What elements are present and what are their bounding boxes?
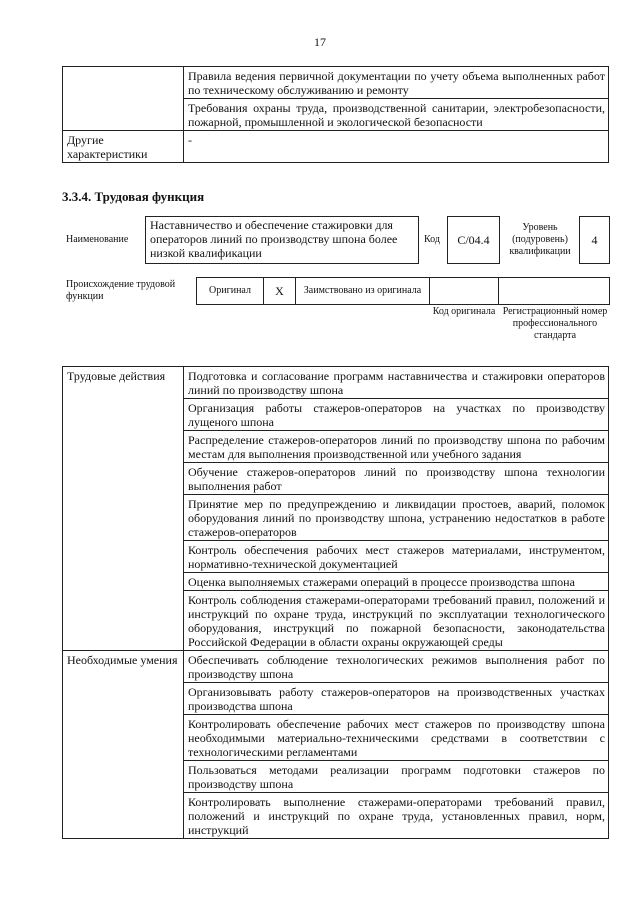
section-heading: 3.3.4. Трудовая функция [62, 189, 205, 204]
table-cell: Организовывать работу стажеров-операторов на производственных участках производства шпона [184, 683, 609, 715]
table-cell: Организация работы стажеров-операторов на участках по производству лущеного шпона [184, 399, 609, 431]
row-label: Другие характеристики [63, 131, 184, 163]
origin-label: Происхождение трудовой функции [66, 279, 176, 302]
table-cell: Обеспечивать соблюдение технологических режимов выполнения работ по производству шпона [184, 651, 609, 683]
name-label: Наименование [66, 234, 129, 245]
registration-number-cell [498, 277, 610, 305]
borrowed-cell: Заимствовано из оригинала [295, 277, 430, 305]
qualification-level: 4 [579, 216, 610, 264]
page-number: 17 [314, 35, 326, 49]
table-cell: Контролировать выполнение стажерами-операторами требований правил, положений и инструкций по охране труда, установленных правил, норм, инструкций [184, 793, 609, 839]
function-name: Наставничество и обеспечение стажировки для операторов линий по производству шпона более низкой квалификации [145, 216, 419, 264]
table-cell: Оценка выполняемых стажерами операций в процессе производства шпона [184, 573, 609, 591]
code-label: Код [424, 234, 440, 245]
table-cell: Принятие мер по предупреждению и ликвидации простоев, аварий, поломок оборудования линий по производству шпона, устранению недостатков в работе стажеров-операторов [184, 495, 609, 541]
original-code-caption: Код оригинала [432, 306, 496, 317]
table-row [63, 651, 609, 683]
table-cell: Обучение стажеров-операторов линий по производству шпона технологии выполнения работ [184, 463, 609, 495]
table-cell: Требования охраны труда, производственной санитарии, электробезопасности, пожарной, промышленной и экологической безопасности [184, 99, 609, 131]
original-code-cell [429, 277, 499, 305]
top-table [62, 66, 609, 163]
table-row [63, 67, 609, 99]
section-label: Трудовые действия [63, 367, 184, 651]
table-cell: Контроль соблюдения стажерами-операторами требований правил, положений и инструкций по охране труда, инструкций по эксплуатации технологического оборудования, инструкций по пожарной безопасности, законодательства Российской Федерации в области охраны окружающей среды [184, 591, 609, 651]
table-row [63, 131, 609, 163]
table-cell: Контроль обеспечения рабочих мест стажеров материалами, инструментом, нормативно-технической документацией [184, 541, 609, 573]
table-cell: Правила ведения первичной документации по учету объема выполненных работ по техническому обслуживанию и ремонту [184, 67, 609, 99]
function-code: C/04.4 [447, 216, 500, 264]
original-cell: Оригинал [196, 277, 264, 305]
table-cell: Пользоваться методами реализации программ подготовки стажеров по производству шпона [184, 761, 609, 793]
section-label: Необходимые умения [63, 651, 184, 839]
table-cell: Контролировать обеспечение рабочих мест стажеров по производству шпона необходимыми материально-техническими средствами в соответствии с технологическими регламентами [184, 715, 609, 761]
table-cell: Распределение стажеров-операторов линий по производству шпона по рабочим местам для выполнения производственной или учебного задания [184, 431, 609, 463]
table-cell: - [184, 131, 609, 163]
table-row [63, 367, 609, 399]
main-table [62, 366, 609, 839]
original-mark: X [263, 277, 296, 305]
row-label [63, 67, 184, 131]
table-cell: Подготовка и согласование программ наставничества и стажировки операторов линий по производству шпона [184, 367, 609, 399]
registration-number-caption: Регистрационный номер профессионального стандарта [502, 306, 608, 341]
level-label: Уровень (подуровень) квалификации [509, 222, 571, 257]
